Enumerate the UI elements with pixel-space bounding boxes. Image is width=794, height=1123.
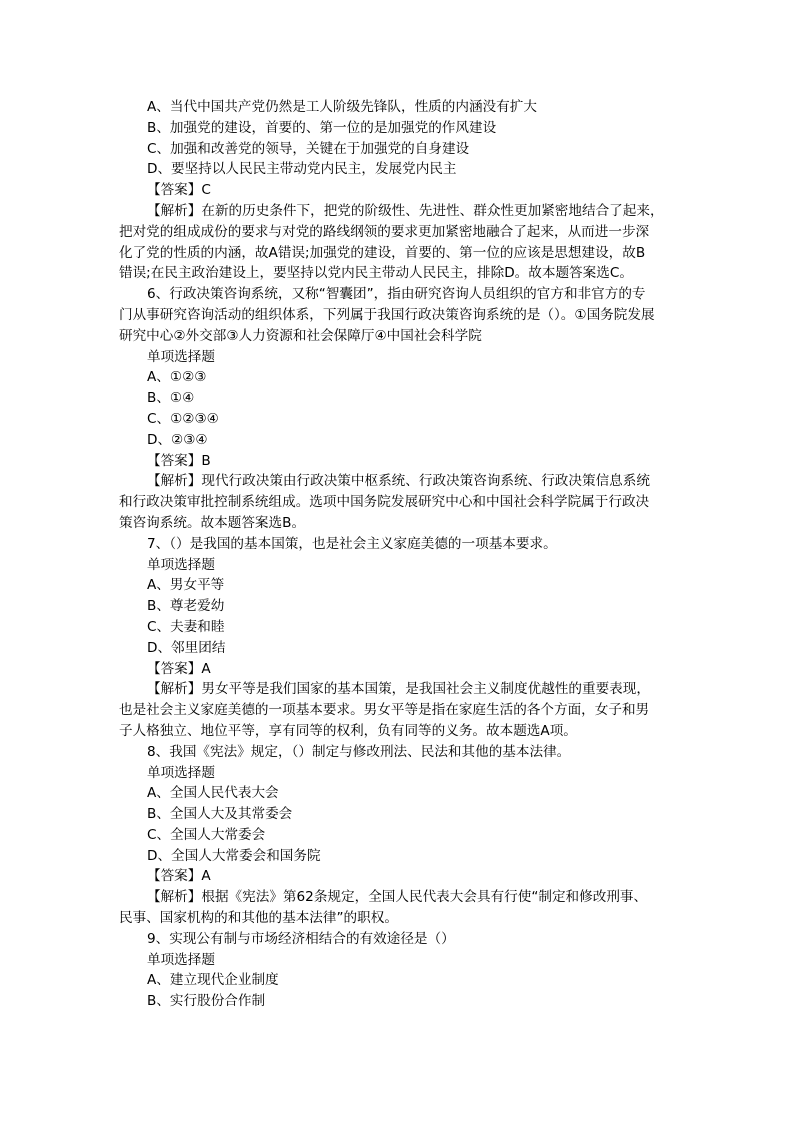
option-text-line: D、要坚持以人民民主带动党内民主，发展党内民主 [147,161,457,178]
type-text-line: 单项选择题 [147,951,215,968]
option-text-line: A、①②③ [147,369,207,386]
type-text-line: 单项选择题 [147,764,215,781]
option-text-line: C、夫妻和睦 [147,618,225,635]
option-paragraph [119,970,679,991]
option-text-line: A、全国人民代表大会 [147,785,279,802]
option-text-line: D、②③④ [147,431,208,448]
option-paragraph [119,825,679,846]
question-text-line: 9、实现公有制与市场经济相结合的有效途径是（） [147,930,455,947]
type-paragraph [119,555,679,576]
question-text-line: 门从事研究咨询活动的组织体系，下列属于我国行政决策咨询系统的是（）。①国务院发展 [119,306,655,323]
option-paragraph [119,804,679,825]
analysis-text-line: 【解析】现代行政决策由行政决策中枢系统、行政决策咨询系统、行政决策信息系统 [147,473,650,490]
type-paragraph [119,763,679,784]
question-text-line: 6、行政决策咨询系统，又称“智囊团”，指由研究咨询人员组织的官方和非官方的专 [147,286,646,303]
option-paragraph [119,409,679,430]
question-paragraph [119,929,679,950]
analysis-paragraph [119,887,679,929]
option-paragraph [119,159,679,180]
analysis-text-line: 【解析】男女平等是我们国家的基本国策，是我国社会主义制度优越性的重要表现， [147,681,650,698]
question-text-line: 8、我国《宪法》规定，（）制定与修改刑法、民法和其他的基本法律。 [147,743,571,760]
option-text-line: D、邻里团结 [147,639,226,656]
analysis-text-line: 化了党的性质的内涵，故A错误;加强党的建设，首要的、第一位的应该是思想建设，故B [119,244,646,261]
option-text-line: A、建立现代企业制度 [147,972,279,989]
option-paragraph [119,430,679,451]
option-text-line: B、尊老爱幼 [147,598,225,615]
option-paragraph [119,617,679,638]
type-paragraph [119,950,679,971]
option-text-line: B、实行股份合作制 [147,993,266,1010]
analysis-paragraph [119,201,679,284]
answer-paragraph [119,659,679,680]
type-text-line: 单项选择题 [147,348,215,365]
question-text-line: 研究中心②外交部③人力资源和社会保障厅④中国社会科学院 [119,327,482,344]
analysis-text-line: 策咨询系统。故本题答案选B。 [119,514,306,531]
option-text-line: B、①④ [147,390,195,407]
analysis-text-line: 把对党的组成成份的要求与对党的路线纲领的要求更加紧密地融合了起来，从而进一步深 [119,223,650,240]
analysis-text-line: 【解析】在新的历史条件下，把党的阶级性、先进性、群众性更加紧密地结合了起来， [147,202,664,219]
answer-text-line: 【答案】A [147,868,211,885]
type-paragraph [119,347,679,368]
option-text-line: B、全国人大及其常委会 [147,806,293,823]
option-paragraph [119,596,679,617]
option-paragraph [119,783,679,804]
option-text-line: C、①②③④ [147,410,219,427]
option-paragraph [119,139,679,160]
option-paragraph [119,575,679,596]
answer-paragraph [119,866,679,887]
option-text-line: A、男女平等 [147,577,225,594]
option-paragraph [119,388,679,409]
option-paragraph [119,118,679,139]
question-text-line: 7、（）是我国的基本国策，也是社会主义家庭美德的一项基本要求。 [147,535,557,552]
option-paragraph [119,991,679,1012]
document-page [119,97,679,1012]
analysis-text-line: 也是社会主义家庭美德的一项基本要求。男女平等是指在家庭生活的各个方面，女子和男 [119,702,650,719]
option-paragraph [119,97,679,118]
type-text-line: 单项选择题 [147,556,215,573]
option-text-line: C、加强和改善党的领导，关键在于加强党的自身建设 [147,140,470,157]
option-paragraph [119,638,679,659]
option-paragraph [119,846,679,867]
option-text-line: D、全国人大常委会和国务院 [147,847,321,864]
answer-text-line: 【答案】A [147,660,211,677]
answer-paragraph [119,451,679,472]
option-text-line: B、加强党的建设，首要的、第一位的是加强党的作风建设 [147,119,497,136]
answer-text-line: 【答案】C [147,182,211,199]
answer-paragraph [119,180,679,201]
analysis-text-line: 错误;在民主政治建设上，要坚持以党内民主带动人民民主，排除D。故本题答案选C。 [119,265,633,282]
analysis-paragraph [119,679,679,741]
option-text-line: A、当代中国共产党仍然是工人阶级先锋队，性质的内涵没有扩大 [147,99,537,115]
option-paragraph [119,367,679,388]
answer-text-line: 【答案】B [147,452,211,469]
analysis-text-line: 民事、国家机构的和其他的基本法律”的职权。 [119,910,398,927]
analysis-text-line: 和行政决策审批控制系统组成。选项中国务院发展研究中心和中国社会科学院属于行政决 [119,494,650,511]
analysis-text-line: 子人格独立、地位平等，享有同等的权利，负有同等的义务。故本题选A项。 [119,722,577,739]
question-paragraph [119,534,679,555]
analysis-text-line: 【解析】根据《宪法》第62条规定，全国人民代表大会具有行使“制定和修改刑事、 [147,889,648,906]
option-text-line: C、全国人大常委会 [147,826,266,843]
question-paragraph [119,284,679,346]
question-paragraph [119,742,679,763]
analysis-paragraph [119,471,679,533]
